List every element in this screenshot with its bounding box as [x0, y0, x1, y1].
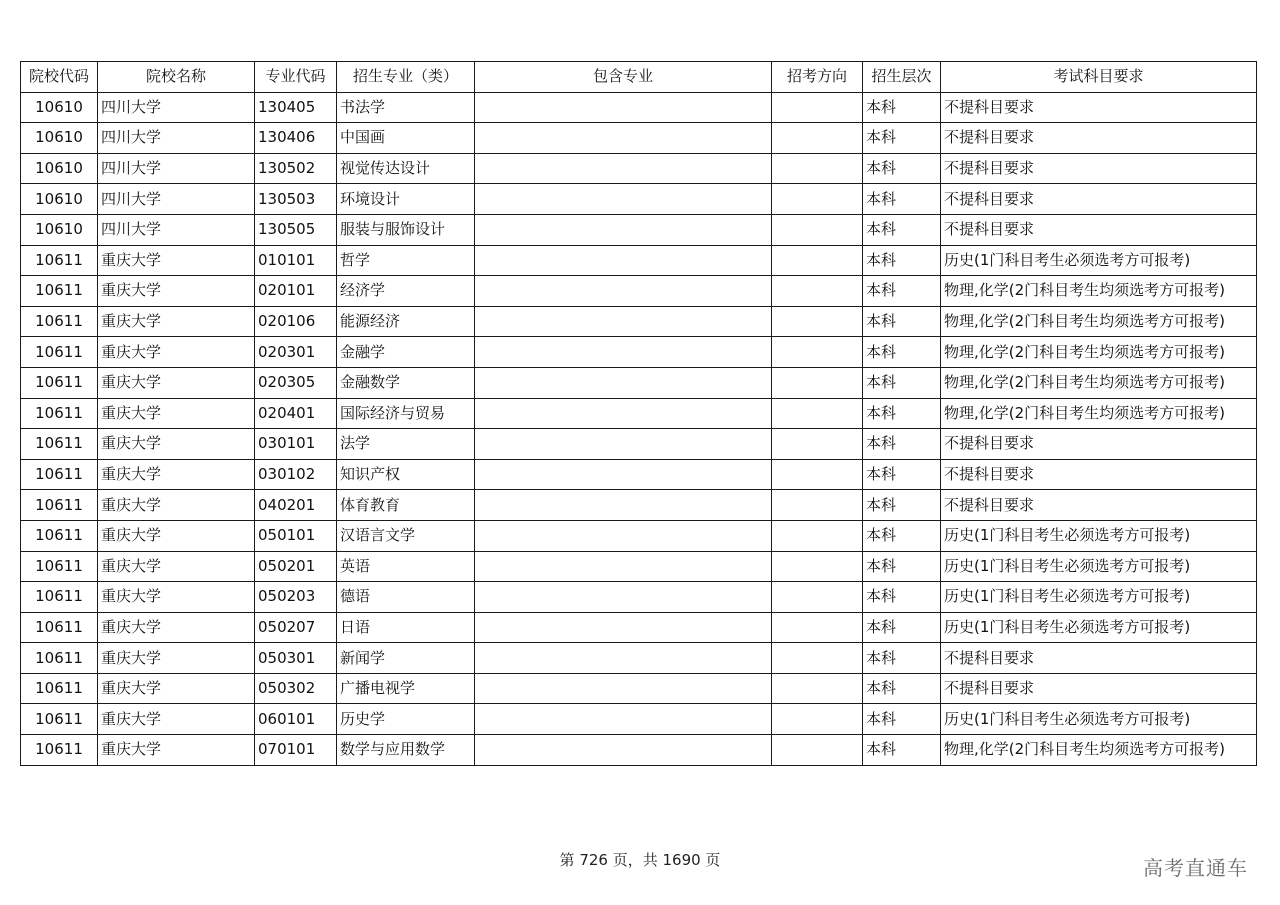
cell-school-code: 10611	[21, 276, 98, 307]
cell-major: 哲学	[337, 245, 475, 276]
cell-school-code: 10611	[21, 306, 98, 337]
cell-direction	[772, 337, 863, 368]
cell-level: 本科	[863, 367, 941, 398]
cell-school-name: 重庆大学	[98, 643, 255, 674]
cell-included-majors	[475, 704, 772, 735]
cell-school-code: 10610	[21, 184, 98, 215]
cell-school-code: 10611	[21, 398, 98, 429]
cell-direction	[772, 245, 863, 276]
cell-included-majors	[475, 245, 772, 276]
cell-direction	[772, 153, 863, 184]
cell-school-name: 重庆大学	[98, 398, 255, 429]
cell-school-code: 10611	[21, 643, 98, 674]
cell-school-name: 重庆大学	[98, 735, 255, 766]
header-included-majors: 包含专业	[475, 62, 772, 93]
cell-level: 本科	[863, 704, 941, 735]
cell-level: 本科	[863, 735, 941, 766]
cell-school-name: 重庆大学	[98, 276, 255, 307]
header-school-name: 院校名称	[98, 62, 255, 93]
cell-school-name: 重庆大学	[98, 673, 255, 704]
cell-direction	[772, 184, 863, 215]
cell-level: 本科	[863, 337, 941, 368]
cell-major: 环境设计	[337, 184, 475, 215]
cell-major-code: 030102	[255, 459, 337, 490]
cell-major-code: 040201	[255, 490, 337, 521]
header-row	[21, 62, 1257, 93]
cell-level: 本科	[863, 612, 941, 643]
table-row	[21, 551, 1257, 582]
cell-school-code: 10610	[21, 123, 98, 154]
cell-included-majors	[475, 92, 772, 123]
cell-major: 视觉传达设计	[337, 153, 475, 184]
cell-major: 新闻学	[337, 643, 475, 674]
cell-major: 能源经济	[337, 306, 475, 337]
cell-subject-requirements: 不提科目要求	[941, 643, 1257, 674]
table-row	[21, 673, 1257, 704]
cell-direction	[772, 582, 863, 613]
cell-level: 本科	[863, 245, 941, 276]
cell-school-name: 四川大学	[98, 92, 255, 123]
cell-major: 书法学	[337, 92, 475, 123]
cell-major-code: 020106	[255, 306, 337, 337]
cell-school-name: 重庆大学	[98, 551, 255, 582]
cell-subject-requirements: 历史(1门科目考生必须选考方可报考)	[941, 612, 1257, 643]
cell-major: 金融数学	[337, 367, 475, 398]
cell-direction	[772, 520, 863, 551]
cell-included-majors	[475, 735, 772, 766]
cell-included-majors	[475, 520, 772, 551]
header-major: 招生专业（类）	[337, 62, 475, 93]
cell-included-majors	[475, 551, 772, 582]
cell-level: 本科	[863, 429, 941, 460]
cell-level: 本科	[863, 643, 941, 674]
table-row	[21, 276, 1257, 307]
table-body	[21, 92, 1257, 765]
cell-major-code: 030101	[255, 429, 337, 460]
table-row	[21, 214, 1257, 245]
cell-level: 本科	[863, 673, 941, 704]
cell-school-name: 重庆大学	[98, 582, 255, 613]
cell-school-code: 10610	[21, 153, 98, 184]
table-row	[21, 490, 1257, 521]
table-row	[21, 704, 1257, 735]
table-row	[21, 735, 1257, 766]
table-row	[21, 398, 1257, 429]
cell-direction	[772, 276, 863, 307]
cell-level: 本科	[863, 306, 941, 337]
cell-major: 知识产权	[337, 459, 475, 490]
cell-included-majors	[475, 123, 772, 154]
table-row	[21, 306, 1257, 337]
cell-school-code: 10611	[21, 735, 98, 766]
cell-level: 本科	[863, 490, 941, 521]
cell-included-majors	[475, 306, 772, 337]
cell-school-name: 四川大学	[98, 123, 255, 154]
cell-major-code: 050207	[255, 612, 337, 643]
cell-major: 金融学	[337, 337, 475, 368]
cell-subject-requirements: 不提科目要求	[941, 214, 1257, 245]
cell-major-code: 020301	[255, 337, 337, 368]
cell-school-code: 10611	[21, 490, 98, 521]
cell-subject-requirements: 历史(1门科目考生必须选考方可报考)	[941, 551, 1257, 582]
cell-level: 本科	[863, 153, 941, 184]
table-row	[21, 612, 1257, 643]
cell-direction	[772, 643, 863, 674]
cell-school-name: 重庆大学	[98, 337, 255, 368]
cell-major: 中国画	[337, 123, 475, 154]
cell-major-code: 130406	[255, 123, 337, 154]
table-row	[21, 459, 1257, 490]
cell-subject-requirements: 不提科目要求	[941, 490, 1257, 521]
cell-school-code: 10611	[21, 459, 98, 490]
cell-level: 本科	[863, 520, 941, 551]
cell-included-majors	[475, 398, 772, 429]
cell-subject-requirements: 历史(1门科目考生必须选考方可报考)	[941, 245, 1257, 276]
cell-school-name: 四川大学	[98, 214, 255, 245]
header-direction: 招考方向	[772, 62, 863, 93]
cell-school-code: 10611	[21, 429, 98, 460]
cell-level: 本科	[863, 398, 941, 429]
table-row	[21, 184, 1257, 215]
cell-direction	[772, 123, 863, 154]
cell-direction	[772, 735, 863, 766]
cell-school-name: 四川大学	[98, 153, 255, 184]
cell-included-majors	[475, 612, 772, 643]
cell-major-code: 050301	[255, 643, 337, 674]
cell-school-code: 10610	[21, 92, 98, 123]
cell-level: 本科	[863, 551, 941, 582]
cell-level: 本科	[863, 582, 941, 613]
cell-subject-requirements: 不提科目要求	[941, 184, 1257, 215]
cell-major-code: 130405	[255, 92, 337, 123]
cell-direction	[772, 612, 863, 643]
cell-major: 日语	[337, 612, 475, 643]
header-major-code: 专业代码	[255, 62, 337, 93]
table-row	[21, 245, 1257, 276]
cell-school-code: 10611	[21, 337, 98, 368]
cell-major-code: 020101	[255, 276, 337, 307]
cell-subject-requirements: 物理,化学(2门科目考生均须选考方可报考)	[941, 276, 1257, 307]
cell-included-majors	[475, 673, 772, 704]
cell-subject-requirements: 不提科目要求	[941, 459, 1257, 490]
cell-direction	[772, 306, 863, 337]
cell-direction	[772, 367, 863, 398]
cell-major-code: 050101	[255, 520, 337, 551]
cell-included-majors	[475, 582, 772, 613]
cell-major: 数学与应用数学	[337, 735, 475, 766]
cell-major-code: 050302	[255, 673, 337, 704]
table-row	[21, 123, 1257, 154]
cell-major: 广播电视学	[337, 673, 475, 704]
cell-school-code: 10611	[21, 520, 98, 551]
cell-level: 本科	[863, 276, 941, 307]
cell-major-code: 060101	[255, 704, 337, 735]
cell-major: 德语	[337, 582, 475, 613]
table-row	[21, 429, 1257, 460]
cell-major-code: 130503	[255, 184, 337, 215]
cell-school-code: 10611	[21, 582, 98, 613]
cell-direction	[772, 214, 863, 245]
cell-subject-requirements: 物理,化学(2门科目考生均须选考方可报考)	[941, 367, 1257, 398]
cell-level: 本科	[863, 92, 941, 123]
cell-level: 本科	[863, 184, 941, 215]
header-level: 招生层次	[863, 62, 941, 93]
cell-school-name: 重庆大学	[98, 306, 255, 337]
cell-school-code: 10611	[21, 367, 98, 398]
cell-major: 汉语言文学	[337, 520, 475, 551]
table-row	[21, 367, 1257, 398]
cell-school-name: 重庆大学	[98, 429, 255, 460]
cell-subject-requirements: 不提科目要求	[941, 123, 1257, 154]
cell-major: 历史学	[337, 704, 475, 735]
cell-school-name: 重庆大学	[98, 704, 255, 735]
cell-major: 服装与服饰设计	[337, 214, 475, 245]
cell-school-name: 重庆大学	[98, 245, 255, 276]
watermark-logo-text: 高考直通车	[1143, 856, 1248, 880]
cell-included-majors	[475, 459, 772, 490]
cell-direction	[772, 92, 863, 123]
table-row	[21, 520, 1257, 551]
header-subject-requirements: 考试科目要求	[941, 62, 1257, 93]
cell-major-code: 050201	[255, 551, 337, 582]
table-row	[21, 337, 1257, 368]
cell-school-code: 10611	[21, 612, 98, 643]
cell-school-code: 10611	[21, 245, 98, 276]
cell-direction	[772, 704, 863, 735]
cell-school-code: 10611	[21, 704, 98, 735]
cell-major: 英语	[337, 551, 475, 582]
cell-major-code: 130502	[255, 153, 337, 184]
cell-subject-requirements: 历史(1门科目考生必须选考方可报考)	[941, 704, 1257, 735]
cell-included-majors	[475, 643, 772, 674]
cell-school-name: 重庆大学	[98, 459, 255, 490]
cell-subject-requirements: 物理,化学(2门科目考生均须选考方可报考)	[941, 337, 1257, 368]
cell-included-majors	[475, 337, 772, 368]
header-school-code: 院校代码	[21, 62, 98, 93]
cell-included-majors	[475, 184, 772, 215]
cell-major: 法学	[337, 429, 475, 460]
cell-subject-requirements: 物理,化学(2门科目考生均须选考方可报考)	[941, 306, 1257, 337]
cell-major-code: 050203	[255, 582, 337, 613]
cell-major-code: 020305	[255, 367, 337, 398]
cell-direction	[772, 490, 863, 521]
cell-school-code: 10611	[21, 551, 98, 582]
cell-subject-requirements: 不提科目要求	[941, 673, 1257, 704]
cell-included-majors	[475, 153, 772, 184]
table-row	[21, 153, 1257, 184]
cell-major-code: 130505	[255, 214, 337, 245]
cell-school-name: 重庆大学	[98, 612, 255, 643]
cell-level: 本科	[863, 123, 941, 154]
cell-major: 体育教育	[337, 490, 475, 521]
page-number: 第 726 页，共 1690 页	[559, 851, 721, 869]
cell-school-name: 重庆大学	[98, 367, 255, 398]
cell-direction	[772, 398, 863, 429]
table-row	[21, 643, 1257, 674]
cell-subject-requirements: 历史(1门科目考生必须选考方可报考)	[941, 582, 1257, 613]
cell-included-majors	[475, 490, 772, 521]
cell-direction	[772, 673, 863, 704]
cell-school-name: 四川大学	[98, 184, 255, 215]
cell-subject-requirements: 不提科目要求	[941, 92, 1257, 123]
table-row	[21, 92, 1257, 123]
cell-direction	[772, 551, 863, 582]
cell-included-majors	[475, 429, 772, 460]
cell-school-code: 10610	[21, 214, 98, 245]
cell-school-code: 10611	[21, 673, 98, 704]
cell-included-majors	[475, 276, 772, 307]
cell-major: 经济学	[337, 276, 475, 307]
cell-subject-requirements: 物理,化学(2门科目考生均须选考方可报考)	[941, 735, 1257, 766]
cell-subject-requirements: 物理,化学(2门科目考生均须选考方可报考)	[941, 398, 1257, 429]
cell-direction	[772, 429, 863, 460]
cell-direction	[772, 459, 863, 490]
cell-school-name: 重庆大学	[98, 490, 255, 521]
cell-subject-requirements: 不提科目要求	[941, 429, 1257, 460]
cell-school-name: 重庆大学	[98, 520, 255, 551]
cell-major-code: 070101	[255, 735, 337, 766]
cell-included-majors	[475, 367, 772, 398]
admissions-table	[20, 61, 1257, 766]
table-row	[21, 582, 1257, 613]
cell-level: 本科	[863, 214, 941, 245]
cell-subject-requirements: 历史(1门科目考生必须选考方可报考)	[941, 520, 1257, 551]
cell-major: 国际经济与贸易	[337, 398, 475, 429]
cell-included-majors	[475, 214, 772, 245]
cell-major-code: 010101	[255, 245, 337, 276]
cell-major-code: 020401	[255, 398, 337, 429]
cell-level: 本科	[863, 459, 941, 490]
cell-subject-requirements: 不提科目要求	[941, 153, 1257, 184]
